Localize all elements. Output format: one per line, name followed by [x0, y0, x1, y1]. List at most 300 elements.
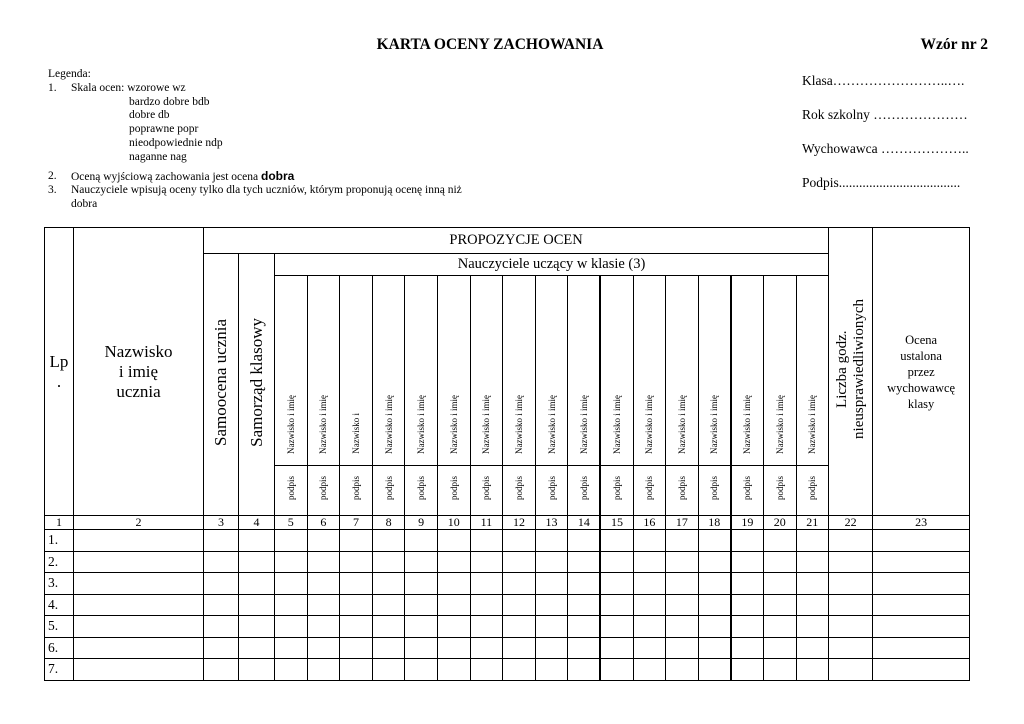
grade-cell[interactable] — [633, 659, 666, 681]
column-number: 21 — [796, 516, 829, 530]
class-info — [802, 72, 969, 192]
teacher-name: Nazwisko i imię — [774, 395, 785, 454]
grade-cell[interactable] — [698, 573, 731, 595]
grade-cell[interactable] — [731, 573, 764, 595]
signature-label: podpis — [774, 475, 785, 500]
row-number: 3. — [45, 573, 74, 595]
teacher-name-cell — [731, 276, 764, 466]
grade-cell[interactable] — [503, 530, 536, 552]
name-header: Nazwisko i imię ucznia — [74, 228, 204, 516]
column-number: 16 — [633, 516, 666, 530]
grade-cell[interactable] — [372, 616, 405, 638]
grade-cell[interactable] — [74, 594, 204, 616]
grade-cell[interactable] — [503, 594, 536, 616]
student-row — [45, 573, 970, 595]
grade-cell[interactable] — [698, 659, 731, 681]
legend-item-number: 1. — [48, 81, 57, 94]
teacher-name-cell — [796, 276, 829, 466]
teacher-signature-cell — [535, 466, 568, 516]
grade-cell[interactable] — [796, 594, 829, 616]
teacher-signature-cell — [568, 466, 601, 516]
grade-cell[interactable] — [340, 573, 373, 595]
teacher-name-cell — [372, 276, 405, 466]
student-row — [45, 659, 970, 681]
grade-cell[interactable] — [239, 659, 275, 681]
grade-cell[interactable] — [503, 551, 536, 573]
grade-cell[interactable] — [633, 616, 666, 638]
tutor-field: Wychowawca ……………….. — [802, 141, 969, 156]
grade-cell[interactable] — [307, 551, 340, 573]
row-number: 7. — [45, 659, 74, 681]
column-number: 15 — [600, 516, 633, 530]
teacher-name-cell — [470, 276, 503, 466]
column-number: 5 — [275, 516, 308, 530]
teacher-signature-cell — [470, 466, 503, 516]
legend-item-2 — [48, 170, 518, 185]
legend-item-3-cont — [48, 198, 518, 212]
signature-label: podpis — [742, 475, 753, 500]
scale-item: bardzo dobre bdb — [129, 95, 210, 108]
column-number: 7 — [340, 516, 373, 530]
grade-cell[interactable] — [275, 530, 308, 552]
self-assessment-label: Samoocena ucznia — [211, 318, 230, 446]
column-number: 6 — [307, 516, 340, 530]
grade-cell[interactable] — [340, 594, 373, 616]
grade-cell[interactable] — [437, 573, 470, 595]
grade-cell[interactable] — [731, 530, 764, 552]
grade-cell[interactable] — [731, 637, 764, 659]
grade-cell[interactable] — [731, 659, 764, 681]
grade-cell[interactable] — [731, 551, 764, 573]
teacher-signature-cell — [405, 466, 438, 516]
teacher-signature-cell — [372, 466, 405, 516]
grade-cell[interactable] — [633, 573, 666, 595]
grade-cell[interactable] — [437, 659, 470, 681]
signature-label: podpis — [318, 475, 329, 500]
grade-cell[interactable] — [470, 594, 503, 616]
teacher-name: Nazwisko i imię — [644, 395, 655, 454]
grade-cell[interactable] — [275, 573, 308, 595]
legend-heading: Legenda: — [48, 68, 91, 80]
column-number: 13 — [535, 516, 568, 530]
grade-cell[interactable] — [405, 530, 438, 552]
grade-cell[interactable] — [239, 530, 275, 552]
grade-cell[interactable] — [568, 551, 601, 573]
legend-item-text: Skala ocen: wzorowe wz — [71, 81, 186, 94]
teacher-signature-cell — [698, 466, 731, 516]
teacher-signature-cell — [731, 466, 764, 516]
grade-cell[interactable] — [763, 637, 796, 659]
teacher-name: Nazwisko i imię — [578, 395, 589, 454]
grade-cell[interactable] — [437, 594, 470, 616]
grade-cell[interactable] — [307, 573, 340, 595]
self-assessment-header — [204, 254, 239, 516]
teacher-signature-cell — [600, 466, 633, 516]
grade-cell[interactable] — [666, 616, 699, 638]
teacher-signature-cell — [437, 466, 470, 516]
grade-cell[interactable] — [633, 637, 666, 659]
grade-cell[interactable] — [568, 573, 601, 595]
grade-cell[interactable] — [763, 616, 796, 638]
grade-cell[interactable] — [698, 551, 731, 573]
teacher-name: Nazwisko i imię — [676, 395, 687, 454]
grade-cell[interactable] — [568, 637, 601, 659]
legend — [48, 68, 518, 212]
grade-cell[interactable] — [74, 573, 204, 595]
grade-cell[interactable] — [74, 616, 204, 638]
grade-cell[interactable] — [568, 616, 601, 638]
grade-cell[interactable] — [698, 637, 731, 659]
grade-cell[interactable] — [666, 530, 699, 552]
grade-cell[interactable] — [633, 551, 666, 573]
grade-cell[interactable] — [796, 637, 829, 659]
teacher-signature-cell — [666, 466, 699, 516]
grade-cell[interactable] — [535, 551, 568, 573]
legend-item-text-bold: dobra — [260, 168, 295, 183]
grade-cell[interactable] — [503, 637, 536, 659]
grade-cell[interactable] — [372, 637, 405, 659]
grade-cell[interactable] — [74, 551, 204, 573]
grade-cell[interactable] — [633, 530, 666, 552]
teacher-name: Nazwisko i imię — [285, 395, 296, 454]
school-year-field: Rok szkolny ………………… — [802, 107, 968, 122]
teacher-name-cell — [763, 276, 796, 466]
grade-cell[interactable] — [600, 637, 633, 659]
teacher-name-cell — [633, 276, 666, 466]
grade-cell[interactable] — [763, 530, 796, 552]
grade-cell[interactable] — [796, 616, 829, 638]
grade-cell[interactable] — [600, 594, 633, 616]
teacher-name-cell — [437, 276, 470, 466]
grade-cell[interactable] — [535, 637, 568, 659]
grade-cell[interactable] — [405, 637, 438, 659]
grade-cell[interactable] — [74, 530, 204, 552]
teacher-name: Nazwisko i imię — [383, 395, 394, 454]
grade-cell[interactable] — [873, 530, 970, 552]
grade-cell[interactable] — [307, 659, 340, 681]
teacher-name: Nazwisko i imię — [546, 395, 557, 454]
grade-cell[interactable] — [535, 573, 568, 595]
grade-cell[interactable] — [873, 594, 970, 616]
grade-cell[interactable] — [275, 551, 308, 573]
grade-cell[interactable] — [698, 594, 731, 616]
legend-item-text — [71, 170, 294, 185]
grade-cell[interactable] — [829, 551, 873, 573]
student-row — [45, 616, 970, 638]
grade-cell[interactable] — [204, 594, 239, 616]
grade-cell[interactable] — [275, 616, 308, 638]
student-row — [45, 551, 970, 573]
column-numbers-row — [45, 516, 970, 530]
signature-label: podpis — [350, 475, 361, 500]
grade-cell[interactable] — [873, 616, 970, 638]
column-number: 23 — [873, 516, 970, 530]
grade-cell[interactable] — [829, 573, 873, 595]
teachers-header: Nauczyciele uczący w klasie (3) — [275, 254, 829, 276]
teacher-name-cell — [307, 276, 340, 466]
teacher-signature-cell — [763, 466, 796, 516]
column-number: 17 — [666, 516, 699, 530]
student-row — [45, 530, 970, 552]
grade-cell[interactable] — [666, 637, 699, 659]
grade-cell[interactable] — [568, 659, 601, 681]
grade-cell[interactable] — [239, 551, 275, 573]
grade-cell[interactable] — [470, 551, 503, 573]
teacher-name-cell — [340, 276, 373, 466]
column-number: 19 — [731, 516, 764, 530]
grade-cell[interactable] — [275, 637, 308, 659]
signature-label: podpis — [807, 475, 818, 500]
grade-cell[interactable] — [796, 659, 829, 681]
legend-item-number-spacer — [48, 198, 71, 212]
grade-cell[interactable] — [74, 659, 204, 681]
grade-cell[interactable] — [275, 594, 308, 616]
signature-label: podpis — [578, 475, 589, 500]
grade-cell[interactable] — [666, 551, 699, 573]
class-field: Klasa……………………..…. — [802, 73, 965, 88]
teacher-name-cell — [405, 276, 438, 466]
grade-cell[interactable] — [731, 616, 764, 638]
signature-label: podpis — [709, 475, 720, 500]
grade-cell[interactable] — [503, 573, 536, 595]
grade-cell[interactable] — [763, 659, 796, 681]
column-number: 12 — [503, 516, 536, 530]
grade-cell[interactable] — [239, 616, 275, 638]
grade-cell[interactable] — [340, 530, 373, 552]
legend-item-text: Nauczyciele wpisują oceny tylko dla tych uczniów, którym proponują ocenę inną niż — [71, 184, 462, 197]
column-number: 1 — [45, 516, 74, 530]
signature-label: podpis — [448, 475, 459, 500]
grade-cell[interactable] — [535, 594, 568, 616]
grade-cell[interactable] — [307, 637, 340, 659]
grade-cell[interactable] — [829, 637, 873, 659]
grade-cell[interactable] — [405, 551, 438, 573]
grade-cell[interactable] — [796, 573, 829, 595]
grade-cell[interactable] — [405, 659, 438, 681]
teacher-signature-cell — [633, 466, 666, 516]
grade-cell[interactable] — [204, 530, 239, 552]
grade-cell[interactable] — [340, 637, 373, 659]
grade-cell[interactable] — [340, 551, 373, 573]
column-number: 20 — [763, 516, 796, 530]
grade-cell[interactable] — [600, 530, 633, 552]
signature-label: podpis — [644, 475, 655, 500]
grade-cell[interactable] — [731, 594, 764, 616]
grade-cell[interactable] — [204, 551, 239, 573]
grade-cell[interactable] — [829, 659, 873, 681]
column-number: 8 — [372, 516, 405, 530]
class-council-header — [239, 254, 275, 516]
teacher-name: Nazwisko i imię — [709, 395, 720, 454]
grade-cell[interactable] — [204, 573, 239, 595]
grade-cell[interactable] — [372, 530, 405, 552]
grade-cell[interactable] — [535, 616, 568, 638]
final-grade-header: Ocena ustalona przez wychowawcę klasy — [873, 228, 970, 516]
unexcused-hours-header — [829, 228, 873, 516]
page-title: KARTA OCENY ZACHOWANIA — [376, 36, 604, 53]
scale-item: naganne nag — [129, 150, 187, 163]
signature-label: podpis — [546, 475, 557, 500]
grade-cell[interactable] — [239, 573, 275, 595]
grade-cell[interactable] — [763, 573, 796, 595]
column-number: 3 — [204, 516, 239, 530]
teacher-name: Nazwisko i imię — [807, 395, 818, 454]
grade-cell[interactable] — [873, 637, 970, 659]
teacher-name-cell — [698, 276, 731, 466]
scale-item: dobre db — [129, 109, 170, 122]
grade-cell[interactable] — [796, 530, 829, 552]
grade-cell[interactable] — [600, 616, 633, 638]
grade-cell[interactable] — [307, 616, 340, 638]
grade-cell[interactable] — [470, 659, 503, 681]
grade-cell[interactable] — [829, 530, 873, 552]
grade-cell[interactable] — [633, 594, 666, 616]
grade-cell[interactable] — [372, 573, 405, 595]
teacher-name-cell — [535, 276, 568, 466]
grade-cell[interactable] — [437, 637, 470, 659]
grade-cell[interactable] — [372, 551, 405, 573]
column-number: 22 — [829, 516, 873, 530]
signature-label: podpis — [611, 475, 622, 500]
grade-cell[interactable] — [74, 637, 204, 659]
grade-cell[interactable] — [204, 616, 239, 638]
grade-cell[interactable] — [666, 659, 699, 681]
teacher-signature-cell — [796, 466, 829, 516]
grade-cell[interactable] — [470, 616, 503, 638]
teacher-name: Nazwisko i imię — [448, 395, 459, 454]
lp-header: Lp . — [45, 228, 74, 516]
column-number: 11 — [470, 516, 503, 530]
teacher-name: Nazwisko i imię — [742, 395, 753, 454]
grades-table — [44, 227, 970, 681]
teacher-name-cell — [666, 276, 699, 466]
grade-cell[interactable] — [307, 594, 340, 616]
grade-cell[interactable] — [568, 594, 601, 616]
teacher-name: Nazwisko i imię — [513, 395, 524, 454]
grade-cell[interactable] — [796, 551, 829, 573]
grade-cell[interactable] — [204, 659, 239, 681]
teacher-signature-cell — [275, 466, 308, 516]
grade-cell[interactable] — [829, 594, 873, 616]
grade-cell[interactable] — [437, 551, 470, 573]
grade-cell[interactable] — [275, 659, 308, 681]
grade-cell[interactable] — [405, 573, 438, 595]
grade-cell[interactable] — [763, 551, 796, 573]
grade-cell[interactable] — [568, 530, 601, 552]
grade-cell[interactable] — [437, 616, 470, 638]
signature-field: Podpis.................................... — [802, 175, 961, 190]
row-number: 5. — [45, 616, 74, 638]
student-row — [45, 594, 970, 616]
grade-cell[interactable] — [873, 551, 970, 573]
grade-cell[interactable] — [372, 594, 405, 616]
grade-cell[interactable] — [600, 573, 633, 595]
grade-cell[interactable] — [340, 659, 373, 681]
column-number: 18 — [698, 516, 731, 530]
grade-cell[interactable] — [470, 530, 503, 552]
grade-cell[interactable] — [600, 659, 633, 681]
teacher-name-cell — [275, 276, 308, 466]
grade-cell[interactable] — [763, 594, 796, 616]
row-number: 1. — [45, 530, 74, 552]
teacher-name-cell — [568, 276, 601, 466]
teacher-name-cell — [503, 276, 536, 466]
grade-cell[interactable] — [340, 616, 373, 638]
grade-cell[interactable] — [600, 551, 633, 573]
grade-cell[interactable] — [239, 594, 275, 616]
teacher-name: Nazwisko i imię — [611, 395, 622, 454]
proposals-header: PROPOZYCJE OCEN — [204, 228, 829, 254]
legend-item-number: 3. — [48, 184, 57, 197]
signature-label: podpis — [383, 475, 394, 500]
grade-cell[interactable] — [666, 573, 699, 595]
teacher-name: Nazwisko i imię — [318, 395, 329, 454]
grade-cell[interactable] — [873, 659, 970, 681]
unexcused-hours-label: Liczba godz. nieusprawiedliwionych — [833, 299, 867, 439]
grade-cell[interactable] — [405, 594, 438, 616]
legend-item-number: 2. — [48, 169, 57, 182]
student-row — [45, 637, 970, 659]
form-number: Wzór nr 2 — [920, 36, 988, 53]
legend-item-3 — [48, 184, 518, 198]
teacher-signature-cell — [307, 466, 340, 516]
grade-cell[interactable] — [873, 573, 970, 595]
scale-item: poprawne popr — [129, 123, 199, 136]
teacher-signature-cell — [503, 466, 536, 516]
row-number: 6. — [45, 637, 74, 659]
row-number: 2. — [45, 551, 74, 573]
grade-cell[interactable] — [470, 573, 503, 595]
legend-item-1 — [48, 82, 518, 96]
legend-item-text-plain: Oceną wyjściową zachowania jest ocena — [71, 170, 261, 183]
grade-cell[interactable] — [307, 530, 340, 552]
column-number: 2 — [74, 516, 204, 530]
grade-cell[interactable] — [829, 616, 873, 638]
grade-cell[interactable] — [405, 616, 438, 638]
signature-label: podpis — [481, 475, 492, 500]
scale-item: nieodpowiednie ndp — [129, 136, 223, 149]
teacher-name: Nazwisko i imię — [416, 395, 427, 454]
grade-cell[interactable] — [535, 659, 568, 681]
signature-label: podpis — [416, 475, 427, 500]
grade-cell[interactable] — [698, 616, 731, 638]
grade-cell[interactable] — [372, 659, 405, 681]
column-number: 10 — [437, 516, 470, 530]
header-row-1 — [45, 228, 970, 254]
column-number: 14 — [568, 516, 601, 530]
row-number: 4. — [45, 594, 74, 616]
grade-cell[interactable] — [503, 659, 536, 681]
grade-cell[interactable] — [698, 530, 731, 552]
grade-cell[interactable] — [204, 637, 239, 659]
grade-cell[interactable] — [239, 637, 275, 659]
teacher-name-cell — [600, 276, 633, 466]
teacher-name: Nazwisko i — [350, 413, 361, 454]
grade-cell[interactable] — [666, 594, 699, 616]
grade-cell[interactable] — [437, 530, 470, 552]
grade-cell[interactable] — [503, 616, 536, 638]
column-number: 4 — [239, 516, 275, 530]
class-council-label: Samorząd klasowy — [246, 317, 266, 447]
grade-cell[interactable] — [535, 530, 568, 552]
teacher-signature-cell — [340, 466, 373, 516]
signature-label: podpis — [676, 475, 687, 500]
teacher-name: Nazwisko i imię — [481, 395, 492, 454]
grade-cell[interactable] — [470, 637, 503, 659]
legend-item-text: dobra — [71, 198, 98, 211]
column-number: 9 — [405, 516, 438, 530]
signature-label: podpis — [285, 475, 296, 500]
